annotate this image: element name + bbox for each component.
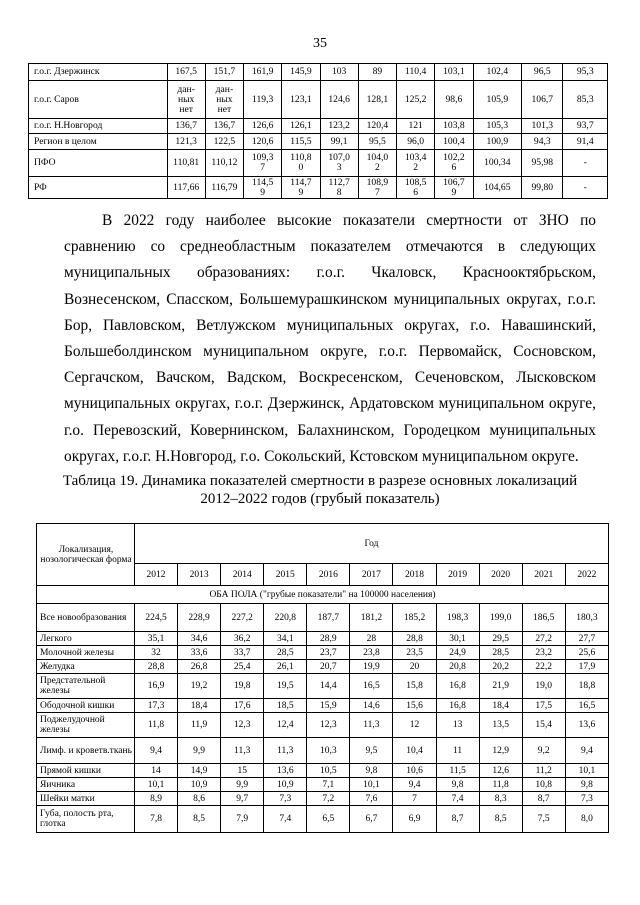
cell: 9,8 — [350, 764, 393, 778]
cell: 7 — [393, 792, 436, 806]
cell: 116,79 — [205, 177, 243, 199]
cell: 110,8 0 — [282, 150, 320, 177]
cell: 7,8 — [135, 806, 178, 833]
cell: 11,3 — [264, 738, 307, 764]
cell: 32 — [135, 646, 178, 660]
cell: 19,2 — [178, 674, 221, 699]
cell: 114,5 9 — [244, 177, 282, 199]
cell: 96,5 — [522, 64, 563, 81]
row-name: Регион в целом — [29, 134, 168, 150]
cell: 95,98 — [522, 150, 563, 177]
table-row — [37, 604, 609, 632]
cell: 103,4 2 — [397, 150, 435, 177]
cell: 106,7 9 — [435, 177, 473, 199]
cell: 7,3 — [565, 792, 608, 806]
cell: 12,9 — [479, 738, 522, 764]
cell: 112,7 8 — [320, 177, 358, 199]
cell: 14,6 — [350, 699, 393, 713]
cell: 105,3 — [473, 119, 522, 134]
cell: - — [563, 177, 608, 199]
cell: 13,6 — [264, 764, 307, 778]
cell: 185,2 — [393, 604, 436, 632]
cell: 119,3 — [244, 81, 282, 119]
cell: 21,9 — [479, 674, 522, 699]
table-row — [37, 646, 609, 660]
top-mortality-table — [28, 63, 608, 199]
cell: 100,4 — [435, 134, 473, 150]
year-header: 2017 — [350, 564, 393, 586]
cell: 100,9 — [473, 134, 522, 150]
cell: 7,9 — [221, 806, 264, 833]
cell: 26,8 — [178, 660, 221, 674]
table-row — [37, 792, 609, 806]
cell: 9,2 — [522, 738, 565, 764]
cell: 121 — [397, 119, 435, 134]
cell: 100,34 — [473, 150, 522, 177]
cell: 11,3 — [221, 738, 264, 764]
cell: 20,7 — [307, 660, 350, 674]
section-title: ОБА ПОЛА ("грубые показатели" на 100000 населения) — [37, 586, 609, 604]
localization-mortality-table — [36, 523, 609, 833]
cell: 91,4 — [563, 134, 608, 150]
cell: 123,2 — [320, 119, 358, 134]
cell: 108,5 6 — [397, 177, 435, 199]
cell: 11,8 — [479, 778, 522, 792]
cell: 8,7 — [522, 792, 565, 806]
cell: 14,4 — [307, 674, 350, 699]
cell: 85,3 — [563, 81, 608, 119]
cell: 7,3 — [264, 792, 307, 806]
year-header: 2016 — [307, 564, 350, 586]
year-header: 2018 — [393, 564, 436, 586]
row-name: Желудка — [37, 660, 135, 674]
cell: 12,3 — [221, 713, 264, 738]
cell: 10,1 — [135, 778, 178, 792]
cell: 26,1 — [264, 660, 307, 674]
cell: 35,1 — [135, 632, 178, 646]
cell: 8,6 — [178, 792, 221, 806]
cell: 28,8 — [393, 632, 436, 646]
cell: 114,7 9 — [282, 177, 320, 199]
cell: 151,7 — [205, 64, 243, 81]
table-row — [29, 177, 608, 199]
cell: 145,9 — [282, 64, 320, 81]
cell: 181,2 — [350, 604, 393, 632]
cell: 23,7 — [307, 646, 350, 660]
cell: 180,3 — [565, 604, 608, 632]
year-header: 2014 — [221, 564, 264, 586]
table-row — [37, 713, 609, 738]
cell: 12,3 — [307, 713, 350, 738]
row-name: ПФО — [29, 150, 168, 177]
cell: 20 — [393, 660, 436, 674]
cell: 13,5 — [479, 713, 522, 738]
cell: 110,12 — [205, 150, 243, 177]
cell: 104,0 2 — [358, 150, 396, 177]
row-name: Молочной железы — [37, 646, 135, 660]
cell: 8,3 — [479, 792, 522, 806]
cell: 102,2 6 — [435, 150, 473, 177]
cell: 11,8 — [135, 713, 178, 738]
cell: 23,2 — [522, 646, 565, 660]
cell: 186,5 — [522, 604, 565, 632]
header-year: Год — [135, 524, 609, 564]
row-name: г.о.г. Саров — [29, 81, 168, 119]
cell: 34,1 — [264, 632, 307, 646]
cell: 10,8 — [522, 778, 565, 792]
cell: 9,5 — [350, 738, 393, 764]
cell: 136,7 — [205, 119, 243, 134]
cell: 25,4 — [221, 660, 264, 674]
cell: 7,6 — [350, 792, 393, 806]
cell: 9,4 — [565, 738, 608, 764]
cell: 18,8 — [565, 674, 608, 699]
year-header: 2020 — [479, 564, 522, 586]
year-header: 2022 — [565, 564, 608, 586]
cell: 20,8 — [436, 660, 479, 674]
cell: 19,8 — [221, 674, 264, 699]
row-name: Ободочной кишки — [37, 699, 135, 713]
cell: 96,0 — [397, 134, 435, 150]
row-name: РФ — [29, 177, 168, 199]
cell: 17,5 — [522, 699, 565, 713]
cell: 16,5 — [350, 674, 393, 699]
cell: 115,5 — [282, 134, 320, 150]
row-name: г.о.г. Н.Новгород — [29, 119, 168, 134]
cell: 13,6 — [565, 713, 608, 738]
cell: 125,2 — [397, 81, 435, 119]
cell: 12 — [393, 713, 436, 738]
cell: 99,80 — [522, 177, 563, 199]
cell: 9,8 — [565, 778, 608, 792]
cell: 199,0 — [479, 604, 522, 632]
cell: 10,1 — [350, 778, 393, 792]
cell: 10,4 — [393, 738, 436, 764]
row-name: Шейки матки — [37, 792, 135, 806]
row-name: Предстательной железы — [37, 674, 135, 699]
header-localization: Локализация, нозологическая форма — [37, 524, 135, 586]
cell: 28,5 — [264, 646, 307, 660]
cell: 17,9 — [565, 660, 608, 674]
cell: 11 — [436, 738, 479, 764]
cell: 161,9 — [244, 64, 282, 81]
cell: дан- ных нет — [167, 81, 205, 119]
cell: 167,5 — [167, 64, 205, 81]
table-row — [29, 134, 608, 150]
cell: 8,9 — [135, 792, 178, 806]
table-row — [37, 738, 609, 764]
cell: 103,8 — [435, 119, 473, 134]
cell: 10,6 — [393, 764, 436, 778]
table-row — [37, 699, 609, 713]
table-caption — [40, 472, 600, 508]
cell: 128,1 — [358, 81, 396, 119]
cell: 36,2 — [221, 632, 264, 646]
table-row — [37, 806, 609, 833]
cell: 10,5 — [307, 764, 350, 778]
cell: 15,4 — [522, 713, 565, 738]
cell: 28 — [350, 632, 393, 646]
caption-line-2: 2012–2022 годов (грубый показатель) — [200, 491, 440, 507]
row-name: Губа, полость рта, глотка — [37, 806, 135, 833]
cell: 12,4 — [264, 713, 307, 738]
cell: 136,7 — [167, 119, 205, 134]
cell: 33,7 — [221, 646, 264, 660]
cell: 99,1 — [320, 134, 358, 150]
cell: 121,3 — [167, 134, 205, 150]
cell: 126,1 — [282, 119, 320, 134]
table-row — [29, 81, 608, 119]
cell: 17,3 — [135, 699, 178, 713]
cell: 25,6 — [565, 646, 608, 660]
cell: 19,0 — [522, 674, 565, 699]
cell: 30,1 — [436, 632, 479, 646]
cell: 7,1 — [307, 778, 350, 792]
row-name: Лимф. и кроветв.ткань — [37, 738, 135, 764]
cell: 9,9 — [178, 738, 221, 764]
cell: 13 — [436, 713, 479, 738]
year-header: 2012 — [135, 564, 178, 586]
cell: 22,2 — [522, 660, 565, 674]
cell: 6,9 — [393, 806, 436, 833]
cell: 24,9 — [436, 646, 479, 660]
cell: 6,7 — [350, 806, 393, 833]
cell: 15 — [221, 764, 264, 778]
table-row — [37, 778, 609, 792]
paragraph-text: В 2022 году наиболее высокие показатели смертности от ЗНО по сравнению со среднеобластным показателем отмечаются в следующих муниципальных образованиях: г.о.г. Чкаловск, Краснооктябрьском, Вознесенском, Спасском, Большемурашкинском муниципальных округах, г.о.г. Бор, Павловском, Ветлужском муниципальных округах, г.о. Навашинский, Большеболдинском муниципальном округе, г.о.г. Первомайск, Сосновском, Сергачском, Вачском, Вадском, Воскресенском, Сеченовском, Лысковском муниципальных округах, г.о.г. Дзержинск, Ардатовском муниципальном округе, г.о. Перевозский, Ковернинском, Балахнинском, Городецком муниципальных округах, г.о.г. Н.Новгород, г.о. Сокольский, Кстовском муниципальном округе. — [64, 212, 596, 465]
cell: 103 — [320, 64, 358, 81]
table-row — [29, 64, 608, 81]
cell: 17,6 — [221, 699, 264, 713]
cell: 28,9 — [307, 632, 350, 646]
cell: - — [563, 150, 608, 177]
cell: 11,5 — [436, 764, 479, 778]
cell: 18,5 — [264, 699, 307, 713]
cell: 18,4 — [479, 699, 522, 713]
cell: 224,5 — [135, 604, 178, 632]
cell: 15,6 — [393, 699, 436, 713]
cell: 28,8 — [135, 660, 178, 674]
cell: 106,7 — [522, 81, 563, 119]
cell: 10,9 — [264, 778, 307, 792]
table-row — [37, 660, 609, 674]
cell: 98,6 — [435, 81, 473, 119]
page-number: 35 — [313, 36, 327, 51]
table-row — [29, 119, 608, 134]
row-name: Поджелудочной железы — [37, 713, 135, 738]
cell: 11,9 — [178, 713, 221, 738]
cell: 12,6 — [479, 764, 522, 778]
cell: 120,4 — [358, 119, 396, 134]
cell: 107,0 3 — [320, 150, 358, 177]
cell: 8,5 — [479, 806, 522, 833]
cell: 187,7 — [307, 604, 350, 632]
cell: 110,81 — [167, 150, 205, 177]
cell: 110,4 — [397, 64, 435, 81]
cell: 94,3 — [522, 134, 563, 150]
cell: 124,6 — [320, 81, 358, 119]
cell: 122,5 — [205, 134, 243, 150]
cell: 9,8 — [436, 778, 479, 792]
cell: 103,1 — [435, 64, 473, 81]
cell: 9,4 — [393, 778, 436, 792]
cell: 28,5 — [479, 646, 522, 660]
year-header: 2015 — [264, 564, 307, 586]
cell: 6,5 — [307, 806, 350, 833]
cell: 123,1 — [282, 81, 320, 119]
cell: 8,7 — [436, 806, 479, 833]
cell: 198,3 — [436, 604, 479, 632]
cell: 95,3 — [563, 64, 608, 81]
cell: 9,7 — [221, 792, 264, 806]
cell: 10,9 — [178, 778, 221, 792]
cell: 117,66 — [167, 177, 205, 199]
cell: 108,9 7 — [358, 177, 396, 199]
cell: 228,9 — [178, 604, 221, 632]
cell: 34,6 — [178, 632, 221, 646]
year-header: 2019 — [436, 564, 479, 586]
cell: 29,5 — [479, 632, 522, 646]
cell: 9,9 — [221, 778, 264, 792]
table-row — [37, 764, 609, 778]
cell: 227,2 — [221, 604, 264, 632]
cell: 95,5 — [358, 134, 396, 150]
cell: 14 — [135, 764, 178, 778]
body-paragraph — [64, 208, 596, 470]
cell: 9,4 — [135, 738, 178, 764]
cell: 120,6 — [244, 134, 282, 150]
cell: 104,65 — [473, 177, 522, 199]
cell: дан- ных нет — [205, 81, 243, 119]
cell: 27,2 — [522, 632, 565, 646]
cell: 93,7 — [563, 119, 608, 134]
cell: 18,4 — [178, 699, 221, 713]
cell: 19,5 — [264, 674, 307, 699]
row-name: Прямой кишки — [37, 764, 135, 778]
table-row — [29, 150, 608, 177]
cell: 33,6 — [178, 646, 221, 660]
cell: 7,4 — [436, 792, 479, 806]
cell: 105,9 — [473, 81, 522, 119]
table-row — [37, 674, 609, 699]
cell: 27,7 — [565, 632, 608, 646]
cell: 101,3 — [522, 119, 563, 134]
cell: 8,0 — [565, 806, 608, 833]
cell: 7,2 — [307, 792, 350, 806]
table-row — [37, 632, 609, 646]
cell: 16,5 — [565, 699, 608, 713]
cell: 10,1 — [565, 764, 608, 778]
cell: 23,8 — [350, 646, 393, 660]
cell: 16,8 — [436, 674, 479, 699]
cell: 11,2 — [522, 764, 565, 778]
cell: 7,4 — [264, 806, 307, 833]
cell: 7,5 — [522, 806, 565, 833]
cell: 16,8 — [436, 699, 479, 713]
row-name: Яичника — [37, 778, 135, 792]
year-header: 2013 — [178, 564, 221, 586]
cell: 126,6 — [244, 119, 282, 134]
cell: 19,9 — [350, 660, 393, 674]
cell: 109,3 7 — [244, 150, 282, 177]
caption-line-1: Таблица 19. Динамика показателей смертности в разрезе основных локализаций — [62, 473, 578, 489]
cell: 102,4 — [473, 64, 522, 81]
cell: 16,9 — [135, 674, 178, 699]
cell: 14,9 — [178, 764, 221, 778]
year-header: 2021 — [522, 564, 565, 586]
row-name: Все новообразования — [37, 604, 135, 632]
cell: 89 — [358, 64, 396, 81]
cell: 15,9 — [307, 699, 350, 713]
cell: 23,5 — [393, 646, 436, 660]
row-name: Легкого — [37, 632, 135, 646]
cell: 11,3 — [350, 713, 393, 738]
cell: 10,3 — [307, 738, 350, 764]
cell: 220,8 — [264, 604, 307, 632]
row-name: г.о.г. Дзержинск — [29, 64, 168, 81]
cell: 15,8 — [393, 674, 436, 699]
cell: 20,2 — [479, 660, 522, 674]
cell: 8,5 — [178, 806, 221, 833]
